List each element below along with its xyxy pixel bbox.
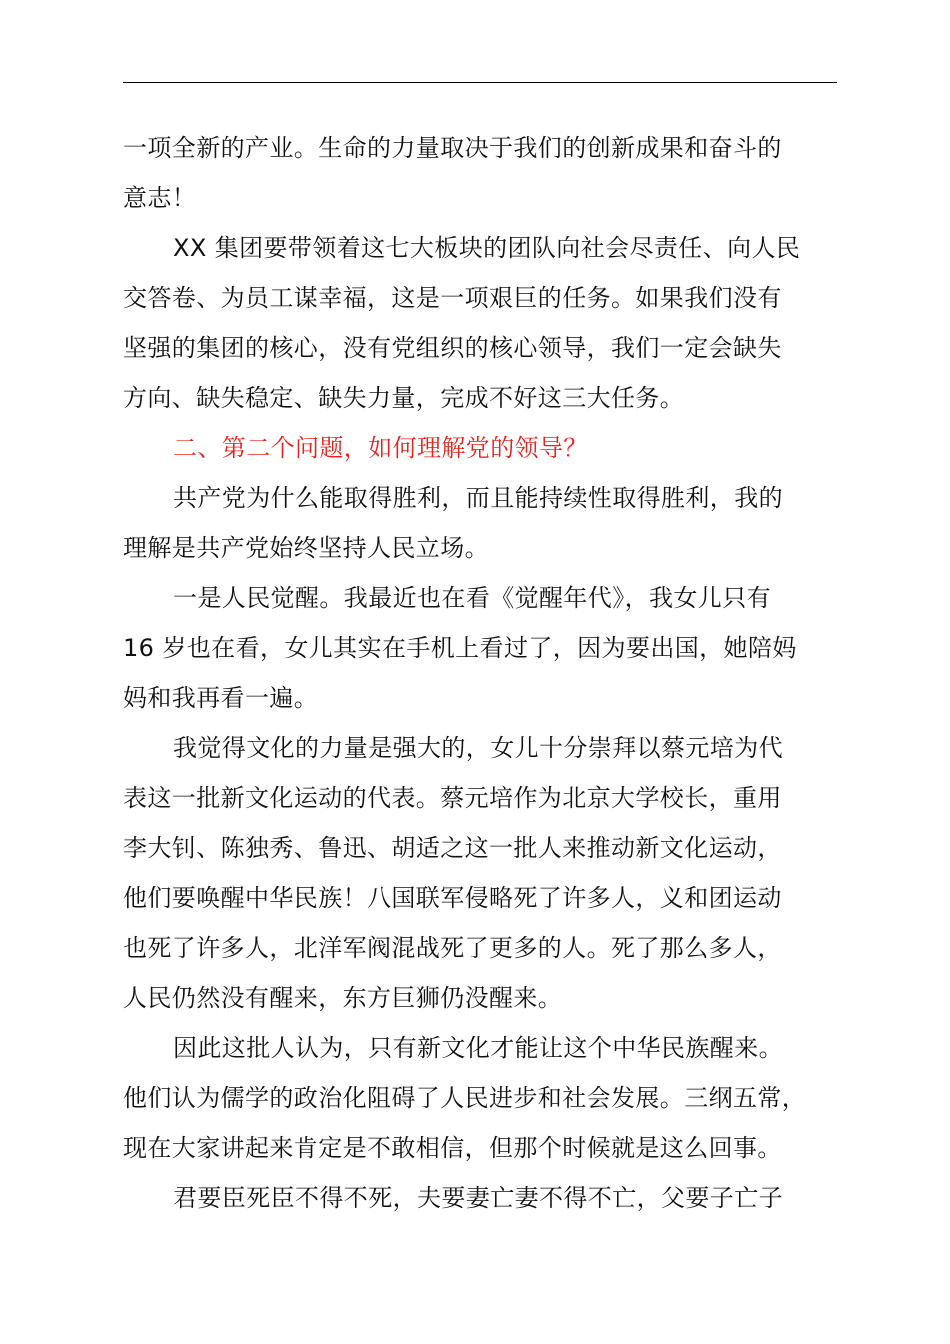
text-line: 他们认为儒学的政治化阻碍了人民进步和社会发展。三纲五常， xyxy=(123,1084,807,1112)
text-line: 一项全新的产业。生命的力量取决于我们的创新成果和奋斗的 xyxy=(123,134,782,162)
text-line: 妈和我再看一遍。 xyxy=(123,684,319,712)
text-line: 他们要唤醒中华民族！八国联军侵略死了许多人，义和团运动 xyxy=(123,884,782,912)
text-line: 交答卷、为员工谋幸福，这是一项艰巨的任务。如果我们没有 xyxy=(123,284,782,312)
text-line: 16 岁也在看，女儿其实在手机上看过了，因为要出国，她陪妈 xyxy=(123,634,797,662)
text-line: 现在大家讲起来肯定是不敢相信，但那个时候就是这么回事。 xyxy=(123,1134,782,1162)
paragraph-start: 一是人民觉醒。我最近也在看《觉醒年代》，我女儿只有 xyxy=(173,584,771,612)
paragraph-start: 共产党为什么能取得胜利，而且能持续性取得胜利，我的 xyxy=(173,484,783,512)
text-line: 李大钊、陈独秀、鲁迅、胡适之这一批人来推动新文化运动， xyxy=(123,834,782,862)
section-heading: 二、第二个问题，如何理解党的领导？ xyxy=(173,434,588,462)
text-line: 意志！ xyxy=(123,184,197,212)
text-line: 理解是共产党始终坚持人民立场。 xyxy=(123,534,489,562)
text-line: 人民仍然没有醒来，东方巨狮仍没醒来。 xyxy=(123,984,563,1012)
paragraph-start: 君要臣死臣不得不死，夫要妻亡妻不得不亡，父要子亡子 xyxy=(173,1184,783,1212)
text-line: 方向、缺失稳定、缺失力量，完成不好这三大任务。 xyxy=(123,384,685,412)
paragraph-start: XX 集团要带领着这七大板块的团队向社会尽责任、向人民 xyxy=(173,234,801,262)
text-line: 坚强的集团的核心，没有党组织的核心领导，我们一定会缺失 xyxy=(123,334,782,362)
header-rule xyxy=(123,82,837,83)
text-line: 也死了许多人，北洋军阀混战死了更多的人。死了那么多人， xyxy=(123,934,782,962)
text-line: 表这一批新文化运动的代表。蔡元培作为北京大学校长，重用 xyxy=(123,784,782,812)
paragraph-start: 我觉得文化的力量是强大的，女儿十分崇拜以蔡元培为代 xyxy=(173,734,783,762)
paragraph-start: 因此这批人认为，只有新文化才能让这个中华民族醒来。 xyxy=(173,1034,783,1062)
